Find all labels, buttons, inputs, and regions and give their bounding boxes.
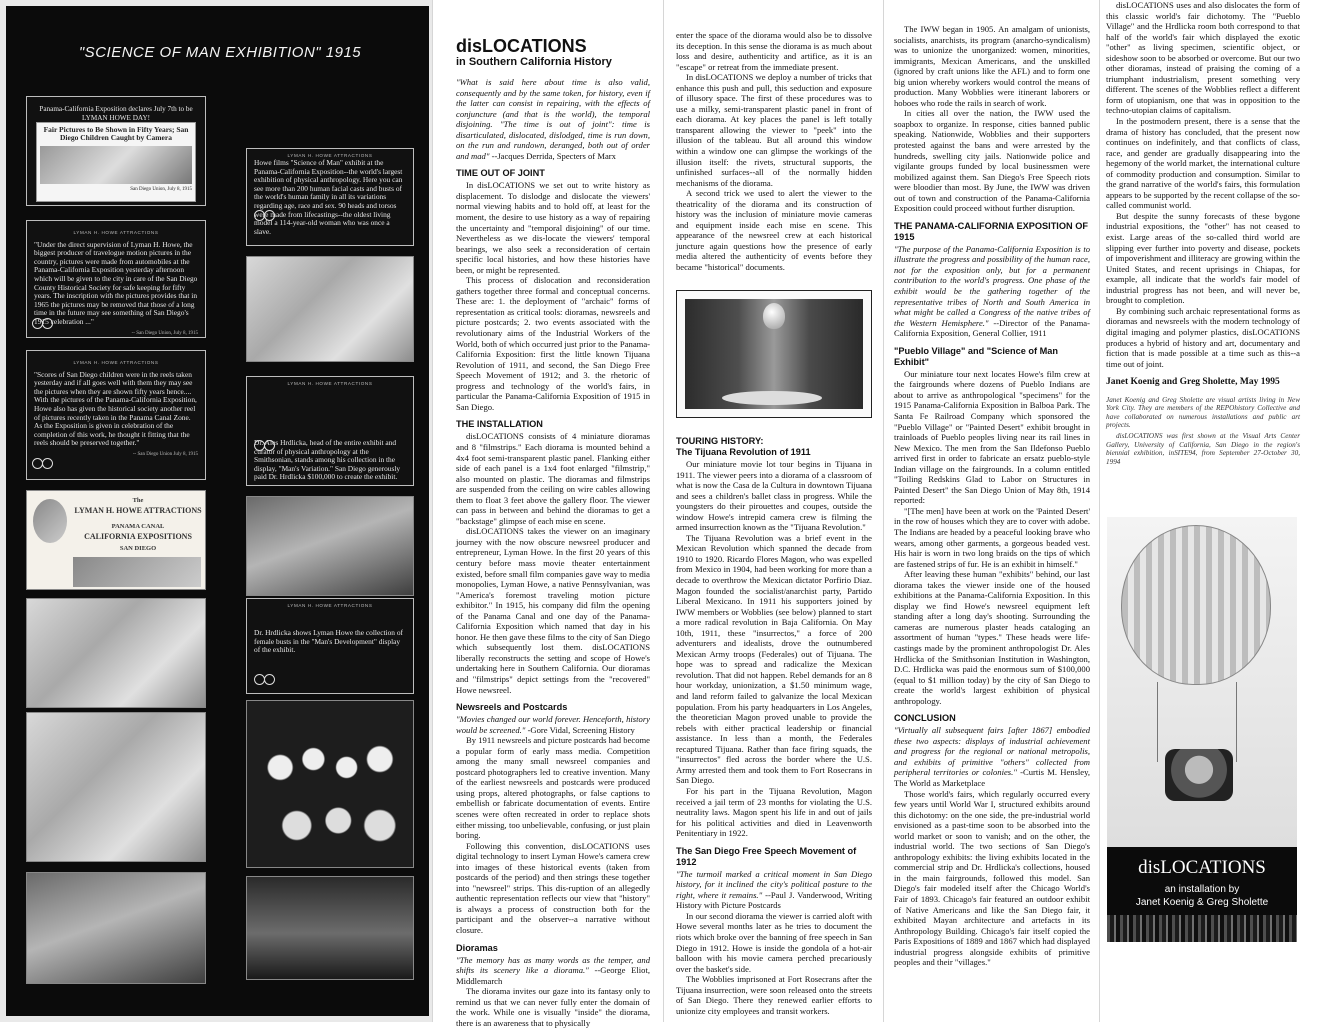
clipping-source: San Diego Union, July 8, 1915 [130,187,192,192]
fold-line [663,0,664,1022]
paragraph: Our miniature tour next locates Howe's film crew at the fairgrounds where dozens of Pueblo Indians are about to arrive as anthropological "specimens" for the 1915 Panama-California Exposition in Balboa Park. The Santa Fe Railroad Company which sponsored the "Pueblo Village" or "Painted Desert" exhibit brought in trainloads of Pueblo peoples living near its rail lines in New Mexico. The men from the San Ildefonso Pueblo arrived first in order to fabricate an ersatz pueblo-style Indian village on the fairgrounds. In a column entitled "Toiling Redskins Glad to Labor on Structures in Painted Desert" the San Diego Union of May 8th, 1914 reported: [894,368,1090,506]
fold-line [883,0,884,1022]
heading-conclusion: CONCLUSION [894,713,956,724]
paragraph: In cities all over the nation, the IWW used the soapbox to organize. In response, cities banned public speaking. Nationwide, Wobblies and their supporters protested against the bans and were arrested by the hundreds, swelling city jails. Nationwide police and vigilante groups funded by local businessmen were mobilized against them. San Diego's Free Speech riots were bloodier than most. By June, the IWW was driven out of town and construction of the Panama-California Exposition could proceed without further disruption. [894,108,1090,214]
caption-header: LYMAN H. HOWE ATTRACTIONS [287,153,373,158]
heading-installation: THE INSTALLATION [456,419,543,430]
photo-plaster-busts [246,700,414,868]
heading-panama-california: THE PANAMA-CALIFORNIA EXPOSITION OF 1915 [894,220,1088,242]
paragraph: In our second diorama the viewer is carried aloft with Howe several months later as he tries to document the riots which broke over the banning of free speech in San Diego in 1912. Howe is inside the gondola of a hot-air balloon with his movie camera perched precariously over the basket's side. [676,910,872,974]
film-reel-icon [254,674,276,690]
caption-text: Panama-California Exposition declares July 7th to be LYMAN HOWE DAY! [39,105,193,122]
cover-subtitle-line: Janet Koenig & Greg Sholette [1135,897,1269,908]
caption-header: LYMAN H. HOWE ATTRACTIONS [73,360,159,365]
paragraph: By combining such archaic representational forms as dioramas and newsreels with the modern technology of digital imaging and polymer plastics, disLOCATIONS produces a hybrid of history and art, documentary and fiction that is made possible at a time such as this--a time out of joint. [1106,305,1300,369]
quote-vidal: "Movies changed our world forever. Henceforth, history would be screened." -Gore Vidal, Screening History [456,714,650,735]
balloon-shape [763,303,785,329]
paragraph: Following this convention, disLOCATIONS uses digital technology to insert Lyman Howe's camera crew into images of these historical events (taken from postcards of the period) and then strings these together into "newsreel" strips. This dis-ruption of an allegedly authentic representation reflects our view that "history" is always a process of construction both for the participant and the observer--a narrative without closure. [456,840,650,936]
caption-text: "Under the direct supervision of Lyman H. Howe, the biggest producer of travelogue motion pictures in the country, pictures were made from automobiles at the Panama-California Exposition yesterday afternoon which will be given to the city in care of the San Diego County Historical Society for safe keeping for fifty years. The inscription with the pictures provides that in 1965 the pictures may be removed that those of a long time in the future may see something of San Diego's 1915 celebration ..." [34,239,198,326]
caption-header: LYMAN H. HOWE ATTRACTIONS [287,603,373,608]
quote-eliot: "The memory has as many words as the temper, and shifts its scenery like a diorama." --George Eliot, Middlemarch [456,954,651,986]
caption-source: -- San Diego Union July 8, 1915 [132,451,198,457]
paragraph: This process of dislocation and reconsideration gathers together three formal and conceptual concerns. These are: 1. the deployment of "archaic" forms of representation as critical tools: dioramas, newsreels and picture postcards; 2. two events associated with the revolutionary aims of the Industrial Workers of the World, both of which occurred just prior to the Panama-California Exposition: first the little known Tijuana Revolution of 1911, and second, the San Diego Free Speech Movement of 1912; and 3. the rhetoric of progress and technology of the world's fairs, in particular the Panama-California Exposition of 1915 in San Diego. [456,275,650,412]
clipping-headline: Fair Pictures to Be Shown in Fifty Years; San Diego Children Caught by Camera [43,125,189,142]
poster-line: The [132,497,144,504]
paragraph: The Tijuana Revolution was a brief event in the Mexican Revolution which spanned the decade from 1910 to 1920. Ricardo Flores Magon, who was expelled from Mexico in 1904, had been working for more than a decade to overthrow the Mexican dictator Porfirio Diaz. Magon founded the socialist/anarchist party, Partido Liberal Mexicano. In 1911 his supporters joined by IWW members or Wobblies (see below) planned to start a more radical revolution in Baja California. On May 10th, 1911, these "insurrectos," a force of 200 adventurers and idealists, drove the outnumbered Mexican Army troops (Federales) out of Tijuana. The hope was to spread and radicalize the Mexican revolution. That did not happen. Rebel demands for an 8 hour workday, unionization, a $1.50 minimum wage, and land reform failed to galvanize the local Mexican population. From his party headquarters in Los Angeles, the theoretician Magon proved unable to provide the rebels with either practical leadership or financial assistance. In less than a month, the Federales recaptured Tijuana. Rather than face firing squads, the "insurrectos" fled across the border where the U.S. Army arrested them and took them to Fort Rosecrans in San Diego. [676,532,872,786]
heading-pueblo-village: "Pueblo Village" and "Science of Man Exhibit" [894,345,1059,367]
paragraph: The Wobblies imprisoned at Fort Rosecrans after the Tijuana insurrection, were soon released onto the streets of San Diego. There they renewed earlier efforts to unionize city employees and transit workers. [676,974,872,1016]
brochure-subtitle: in Southern California History [456,56,612,68]
poster-line: CALIFORNIA EXPOSITIONS [84,532,192,541]
column-closing [1106,0,1300,466]
cover-cityscape [1107,915,1297,942]
heading-newsreels: Newsreels and Postcards [456,702,568,713]
photo-diorama-model [26,712,206,862]
cover-subtitle [1107,883,1297,909]
caption-source: -- San Diego Union, July 8, 1915 [131,330,198,336]
paragraph: In disLOCATIONS we set out to write history as displacement. To dislodge and dislocate the viewers' normal viewing habits and to hold off, at least for the moment, the desire to use history as a way of repairing the uncertainty and "temporal disjoining" of our time. Nevertheless as we dis-locate the viewers' temporal bearings, we also seek a reconsideration of certain specific local histories, and how these histories have been, or might be represented. [456,180,650,275]
caption-header: LYMAN H. HOWE ATTRACTIONS [73,230,159,235]
exhibition-note: disLOCATIONS was first shown at the Visual Arts Center Gallery, University of California, San Diego in the region's biennial exhibition, inSITE94, from September 27-October 30, 1994 [1106,432,1300,466]
cover-panel [1107,517,1297,942]
photo-exhibit-hall [246,256,414,362]
film-reel-icon [254,440,276,456]
caption-hrdlicka [246,376,414,486]
caption-text: Howe films "Science of Man" exhibit at the Panama-California Exposition--the world's largest exhibition of physical anthropology. Here you can see more than 200 human facial casts and busts of the world's human family in all its variations regarding age, race and sex. 90 heads and torsos were made from lifecastings--the oldest living model a 114-year-old woman who was once a slave. [254,158,403,236]
column-intro [456,30,650,1028]
paragraph: enter the space of the diorama would also be to dissolve its deception. In this sense the diorama is as much about loss and desire, authenticity and artifice, as it is an "escape" or retreat from the immediate present. [676,30,872,72]
quote-collier: "The purpose of the Panama-California Exposition is to illustrate the progress and possibility of the human race, not for the exposition only, but for a permanent contribution to the world's progress. One phase of the exhibit would be the gathering together of the representative tribes of North and South America in what might be called a Congress of the native tribes of the Western Hemisphere." --Director of the Panama-California Exposition, General Collier, 1911 [894,243,1090,339]
caption-text: Dr. Hrdlicka shows Lyman Howe the collection of female busts in the "Man's Development" display of the exhibit. [254,628,404,655]
howe-attractions-poster [26,490,206,590]
heading-touring-history: TOURING HISTORY: [676,436,764,446]
paragraph: Those world's fairs, which regularly occurred every few years until World War I, structured exhibits around this dichotomy: on the one side, the pre-industrial world envisioned as a past-time soon to be absorbed into the world market or soon to vanish; and on the other, the industrial world. The two sections of San Diego's anthropology exhibits: the living exhibits located in the commercial strip and Dr. Hrdlicka's collections, housed in the main fairgrounds, followed this model. San Diego's fair modeled itself after the Chicago World's Fair of 1893. Chicago's fair featured an outdoor exhibit of Native Americans and like the San Diego fair, it exhibited Mayan architecture and artefacts in its Anthropology Building. Chicago's fair itself copied the Paris Expositions of 1889 and 1867 which had displayed industrial progress alongside exhibits of primitive peoples and their "villages." [894,788,1090,968]
caption-text: Dr. Ales Hrdlicka, head of the entire exhibit and curator of physical anthropology at the Smithsonian, stands among his collection in the display, "Man's Variation." San Diego generously paid Dr. Hrdlicka $100,000 to create the exhibit. [254,438,401,482]
paragraph: In the postmodern present, there is a sense that the drama of history has concluded, that the present now continues on indefinitely, and that conflicts of class, race, and gender are gradually disappearing into the hegemony of the world market, the international culture of commodity production and consumption. Similar to the grand narrative of the world's fairs, this formulation appears to be supported by the recent collapse of the so-called communist world. [1106,116,1300,211]
column-iww [894,24,1090,968]
column-tijuana [676,432,872,1016]
clipping-photo [40,146,192,184]
paragraph: Our miniature movie lot tour begins in Tijuana in 1911. The viewer peers into a diorama of a classroom of what is now the Casa de la Cultura in downtown Tijuana and sees a children's ballet class in progress. While the youngsters do their pirouettes and coupes, outside the window Howe's intrepid camera crew is filming the armed insurrection known as the "Tijuana Revolution." [676,459,872,533]
heading-free-speech: The San Diego Free Speech Movement of 1912 [676,845,857,867]
caption-science-of-man [246,148,414,246]
photo-panel [0,0,432,1022]
fold-line [1099,0,1100,1022]
photo-diorama-window [676,290,872,418]
paragraph: disLOCATIONS uses and also dislocates the form of this classic world's fair dichotomy. The "Pueblo Village" and the Hrdlicka room both correspond to that half of the world's fair which displayed the exotic "other" as living specimen, scientific object, or sideshow soon to be absorbed or overcome. But our two other dioramas, instead of praising the coming of a triumphant industrialism, present something very different. The scenes of the Wobblies reflect a different form of utopianism, one that was in opposition to the techno-utopian claims of capitalism. [1106,0,1300,116]
epigraph: "What is said here about time is also valid, consequently and by the same token, for history, even if the latter can consist in repairing, with the effects of conjuncture (and that is the world), the temporal disjoining. "The time is out of joint": time is disarticulated, dislocated, dislodged, time is run down, on the run and rundown, deranged, both out of order and mad" --Jacques Derrida, Specters of Marx [456,77,650,161]
paragraph: "[The men] have been at work on the 'Painted Desert' in the row of houses which they are to cover with adobe. The Indians are headed by a peaceful looking brave who wears, among other garments, a gorgeous beaded vest. His hair is worn in two long braids on the tips of which are fastened strips of fur. He is an exhibit in himself." [894,505,1090,569]
brochure-title: disLOCATIONS [456,36,587,56]
balloon-basket [1165,749,1233,801]
poster-line: SAN DIEGO [119,545,157,552]
film-reel-icon [32,458,54,474]
paragraph: For his part in the Tijuana Revolution, Magon received a jail term of 23 months for violating the U.S. neutrality laws. Magon spent his life in and out of jails for his political activities and died in Leavenworth Penitentiary in 1922. [676,785,872,839]
authors-credit: Janet Koenig and Greg Sholette, May 1995 [1106,377,1280,388]
caption-text: "Scores of San Diego children were in the reels taken yesterday and if all goes well with them they may see the pictures when they are shown fifty years hence.... With the pictures of the Panama-California Exposition, Howe also has given the historical society another reel of pictures recently taken in the Panama Canal Zone. As the Exposition is given in celebration of the completion of this work, he thought it fitting that the reels should be preserved together." [34,369,197,448]
photo-hrdlicka-standing [246,496,414,596]
heading-time-out-of-joint: TIME OUT OF JOINT [456,168,545,179]
photo-balloon-diorama [246,876,414,980]
quote-vanderwood: "The turmoil marked a critical moment in San Diego history, for it inclined the city's political posture to the right, where it remains." --Paul J. Vanderwood, Writing History with Picture Postcards [676,868,872,911]
artist-note: Janet Koenig and Greg Sholette are visual artists living in New York City. They are members of the REPOhistory Collective and have collaborated on numerous installations and public art projects. [1106,395,1300,430]
film-reel-icon [254,210,276,226]
fold-line [432,0,433,1022]
poster-line: PANAMA CANAL [111,523,165,530]
paragraph: The IWW began in 1905. An amalgam of unionists, socialists, anarchists, its program (anarcho-syndicalism) was to unionize the unorganized: women, minorities, immigrants, Mexican Americans, and the unskilled (ignored by craft unions like the AFL) and to form one big union whereby workers would control the means of production. Many Wobblies were itinerant laborers or hoboes who rode the rails in search of work. [894,24,1090,108]
column-touring [676,30,872,273]
portrait-photo [33,499,67,543]
paragraph: The diorama invites our gaze into its fantasy only to remind us that we can never fully enter the domain of the work. While one is visually "inside" the diorama, there is an awareness that to physically [456,986,650,1028]
exhibition-title: "SCIENCE OF MAN EXHIBITION" 1915 [78,44,362,61]
poster-scene [73,557,201,587]
poster-line: LYMAN H. HOWE ATTRACTIONS [74,506,202,515]
quote-hensley: "Virtually all subsequent fairs [after 1867] embodied these two aspects: displays of industrial achievement and progress for the regional or national metropolis, and exhibits of primitive "others" collected from peripheral territories or colonies." -Curtis M. Hensley, The World as Marketplace [894,725,1090,788]
cover-title: disLOCATIONS [1138,857,1266,878]
paragraph: After leaving these human "exhibits" behind, our last diorama takes the viewer inside one of the housed exhibitions at the Panama-California Exposition. In this display we find Howe's newsreel equipment left standing after a long day's shooting. Surrounding the cameras are numerous plaster heads cataloging an assortment of human "types." These heads were life-castings made by the prominent anthropologist Dr. Ales Hrdlicka of the Smithsonian Institution in Washington, D.C. Hrdlicka was paid the enormous sum of $100,000 (equal to $1 million today) by the city of San Diego to create the world's largest exhibition of physical anthropology. [894,569,1090,706]
paragraph: By 1911 newsreels and picture postcards had become a popular form of early mass media. Competition among the many small newsreel companies and postcard photographers led to creative invention. Many of the earliest newsreels and postcards were produced using props, altered photographs, or false captions to embellish or fabricate documentation of events. Entire scenes were often recreated in order to replace shots either missing, too unbelievable, confusing, or just plain boring. [456,735,650,841]
photo-classroom-diorama [26,872,206,984]
newspaper-clipping [36,122,196,202]
paragraph: In disLOCATIONS we deploy a number of tricks that enhance this push and pull, this seduction and exposure of illusory space. The first of these procedures was to use a milky, semi-transparent plastic panel in front of each diorama. At key places the panel is left totally transparent allowing the viewer to "peek" into the illusion of the tableau. But all around this window within a window one can glimpse the workings of the illusion itself: the rivets, structural supports, the unfinished surfaces--all of the normally hidden mechanisms of the diorama. [676,72,872,188]
paragraph: But despite the sunny forecasts of these bygone industrial expositions, the "other" has not ceased to exist. Large areas of the so-called third world are slipping ever further into poverty and disease, pockets of impoverishment and illiteracy are growing within the United States, and recent uprisings in Chiapas, for example, all indicate that the world's fair model of industrial progress has not been, and will never be, brought to completion. [1106,210,1300,306]
film-reel-icon [32,318,54,334]
paragraph: A second trick we used to alert the viewer to the theatricality of the diorama and its construction of history was the inclusion of miniature movie cameras and equipment inside each mise en scene. This appearance of the newsreel crew at each historical juncture again questions how the presence of early media altered the authenticity of events before they became "historical" documents. [676,188,872,273]
paragraph: disLOCATIONS consists of 4 miniature dioramas and 8 "filmstrips." Each diorama is mounted behind a 4x4 foot semi-transparent plastic panel. Flanking either side of each panel is a 1x4 foot enlarged "filmstrip," also mounted on plastic. The dioramas and filmstrips are suspended from the ceiling on wire cables allowing them to float 3 feet above the gallery floor. The viewer can pass in between and behind the dioramas to get a "backstage" glimpse of each mise en scene. [456,431,650,526]
heading-dioramas: Dioramas [456,942,498,953]
heading-tijuana: The Tijuana Revolution of 1911 [676,447,811,457]
bench-shape [722,391,822,405]
photo-gallery-interior [26,598,206,708]
paragraph: disLOCATIONS takes the viewer on an imaginary journey with the now obscure newsreel producer and entrepreneur, Lyman Howe. In the first 20 years of this century before mass movie theater entertainment existed, before small film companies gave way to media monopolies, Lyman Howe, a native Pennsylvanian, was "America's foremost traveling motion picture exhibitor." In 1915, his company did film the opening of the Panama Canal and one day of the Panama-California Exposition which named that day in his honor. He then gave these films to the city of San Diego which subsequently lost them. disLOCATIONS liberally reconstructs the setting and scope of Howe's undertaking here in Southern California. Our dioramas and "filmstrips" depict settings from the "recovered" Howe newsreel. [456,526,650,695]
balloon-globe [1121,525,1271,685]
cover-subtitle-line: an installation by [1164,884,1240,895]
caption-header: LYMAN H. HOWE ATTRACTIONS [287,381,373,386]
